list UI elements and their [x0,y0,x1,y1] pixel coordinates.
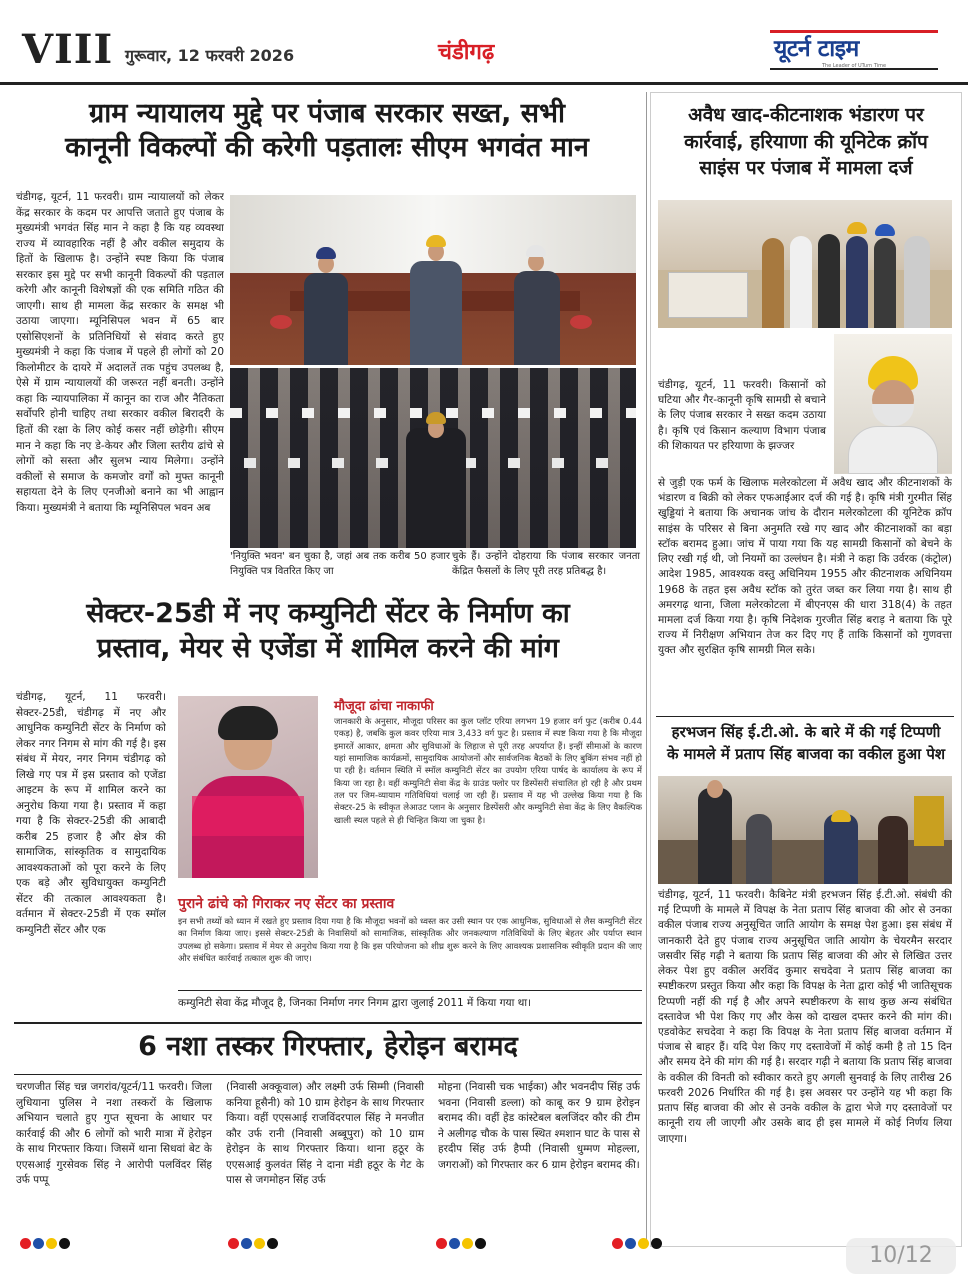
side2-photo-meeting [658,776,952,884]
story1-photo-audience [230,368,636,548]
story1-headline-line2: कानूनी विकल्पों की करेगी पड़तालः सीएम भगवंत मान [65,131,589,163]
logo-tagline: The Leader of UTurn Time [821,63,887,69]
story1-photo-stage [230,195,636,365]
story1-caption-mid: 'नियुक्ति भवन' बन चुका है, जहां अब तक करीब 50 हजार नियुक्ति पत्र वितरित किए जा [230,551,450,577]
side2-body: चंडीगढ़, यूटर्न, 11 फरवरी। कैबिनेट मंत्री हरभजन सिंह ई.टी.ओ. संबंधी की गई टिप्पणी के मामले में विपक्ष के नेता प्रताप सिंह बाजवा की ओर से उनका वकील पंजाब राज्य अनुसूचित जाति आयोग के समक्ष पेश हुआ। इस संबंध में जानकारी देते हुए पंजाब राज्य अनुसूचित जाति आयोग के चेयरमैन सरदार जसवीर सिंह गढ़ी ने बताया कि प्रताप सिंह बाजवा की ओर से लिखित उत्तर लेकर पेश हुए वकील अरविंद कुमार सचदेवा ने प्रताप सिंह बाजवा का स्पष्टीकरण प्रस्तुत किया और कहा कि विपक्ष के नेता द्वारा कोई भी जातिसूचक टिप्पणी नहीं की गई है और अपने स्पष्टीकरण के साथ कुछ अन्य संबंधित दस्तावेज भी पेश किए गए और केस को दाखल दफ्तर करने की मांग की। एडवोकेट सचदेवा ने कहा कि विपक्ष के नेता प्रताप सिंह बाजवा वर्तमान में पंजाब से बाहर हैं। यदि पेश किए गए दस्तावेजों में कोई कमी है तो 15 दिन और समय देने की मांग की गई है। सरदार गढ़ी ने बताया कि प्रताप सिंह बाजवा के वकील की विनती को स्वीकार करते हुए अगली सुनवाई के लिए तारीख 26 फरवरी 2026 निर्धारित की गई है। इस अवसर पर उन्होंने यह भी कहा कि प्रताप सिंह बाजवा की ओर से उनके वकील के द्वारा भेजे गए दस्तावेजों पर कानूनी राय ली जाएगी और उसके बाद ही इस मामले में कोई निर्णय लिया जाएगा। [658,889,952,1145]
issue-date: गुरूवार, 12 फरवरी 2026 [125,46,295,65]
side1-headline [656,102,956,182]
header-rule [0,82,968,85]
story3-top-rule [14,1022,642,1024]
story2-sub-body2: इन सभी तथ्यों को ध्यान में रखते हुए प्रस्ताव दिया गया है कि मौजूदा भवनों को ध्वस्त कर उसी स्थान पर एक आधुनिक, सुविधाओं से लैस कम्युनिटी सेंटर का निर्माण किया जाए। इससे सेक्टर-25डी के निवासियों को सामाजिक, सांस्कृतिक और जनकल्याण गतिविधियों के लिए बेहतर और पर्याप्त स्थान उपलब्ध हो सकेगा। प्रस्ताव में मेयर से अनुरोध किया गया है कि इस परियोजना को शीघ्र शुरू करने के लिए आवश्यक प्रशासनिक स्वीकृति प्रदान की जाए और संबंधित कार्रवाई तत्काल शुरू की जाए। [178,917,642,964]
story2-photo-mayor [178,696,318,878]
side2-headline-line2: के मामले में प्रताप सिंह बाजवा का वकील हुआ पेश [666,744,946,763]
footer-color-dots-mid2 [436,1238,486,1249]
column-divider [646,92,647,1247]
story2-headline-line2: प्रस्ताव, मेयर से एजेंडा में शामिल करने की मांग [97,633,559,665]
story2-subhead2: पुराने ढांचे को गिराकर नए सेंटर का प्रस्ताव [178,896,395,912]
side1-body-bottom: से जुड़ी एक फर्म के खिलाफ मलेरकोटला में अवैध खाद और कीटनाशकों के भंडारण व बिक्री को लेकर एफआईआर दर्ज की गई है। कृषि मंत्री गुरमीत सिंह खुड्डियां ने बताया कि अचानक जांच के दौरान मलेरकोटला की यूनिटेक क्रॉप साइंस के परिसर से बिना अनुमति रखे गए खाद और कीटनाशकों का बड़ा स्टॉक बरामद हुआ। जांच में पाया गया कि यह सामग्री किसानों को बेचने के लिए रखी गई थी, जो नियमों का उल्लंघन है। मंत्री ने कहा कि उर्वरक (कंट्रोल) आदेश 1985, आवश्यक वस्तु अधिनियम 1955 और कीटनाशक अधिनियम 1968 के तहत इस अवैध स्टॉक को तुरंत जब्त कर लिया गया है। साथ ही अमरगढ़ थाना, जिला मलेरकोटला में बीएनएस की धारा 318(4) के तहत मामला दर्ज किया गया है। कृषि निदेशक गुरजीत सिंह बराड़ ने बताया कि पूरे राज्य में निरीक्षण अभियान तेज कर दिए गए हैं ताकि किसानों को गुणवत्ता युक्त और सुरक्षित कृषि सामग्री मिल सके। [658,477,952,657]
side1-photo-officials [658,200,952,328]
story2-body: चंडीगढ़, यूटर्न, 11 फरवरी। सेक्टर-25डी, चंडीगढ़ में नए और आधुनिक कम्युनिटी सेंटर के निर्माण को लेकर नगर निगम से मांग की गई है। इस संबंध में मेयर, नगर निगम चंडीगढ़ को लिखे गए पत्र में इस प्रस्ताव को एजेंडा आइटम के रूप में शामिल करने का अनुरोध किया गया है। प्रस्ताव में कहा गया है कि सेक्टर-25डी की आबादी करीब 25 हजार है और क्षेत्र की सामाजिक, सांस्कृतिक व सामुदायिक आवश्यकताओं को पूरा करने के लिए एक बड़े और सुविधायुक्त कम्युनिटी सेंटर की तत्काल आवश्यकता है। वर्तमान में सेक्टर-25डी में एक स्मॉल कम्युनिटी सेंटर और एक [16,691,166,936]
footer-color-dots-left [20,1238,70,1249]
story2-headline-line1: सेक्टर-25डी में नए कम्युनिटी सेंटर के निर्माण का [86,598,570,629]
side1-headline-line2: कार्रवाई, हरियाणा की यूनिटेक क्रॉप [684,130,928,153]
story2-headline [10,596,646,666]
story2-inner-rule [178,990,642,991]
side2-headline-line1: हरभजन सिंह ई.टी.ओ. के बारे में की गई टिप्पणी [671,723,941,741]
story2-subhead1: मौजूदा ढांचा नाकाफी [334,699,434,714]
story3-headline: 6 नशा तस्कर गिरफ्तार, हेरोइन बरामद [138,1031,518,1062]
side1-headline-line3: साइंस पर पंजाब में मामला दर्ज [699,157,913,180]
footer-color-dots-mid3 [612,1238,662,1249]
side1-body-top: चंडीगढ़, यूटर्न, 11 फरवरी। किसानों को घटिया और गैर-कानूनी कृषि सामग्री से बचाने के लिए पंजाब सरकार ने सख्त कदम उठाया है। कृषि एवं किसान कल्याण विभाग पंजाब की शिकायत पर हरियाणा के झज्जर [658,379,826,452]
section-city: चंडीगढ़ [438,40,495,65]
side1-headline-line1: अवैध खाद-कीटनाशक भंडारण पर [688,104,924,126]
story3-col3: मोहना (निवासी चक भाईका) और भवनदीप सिंह उर्फ भवना (निवासी डल्ला) को काबू कर 9 ग्राम हेरोइन बरामद की। वहीं हेड कांस्टेबल बलजिंदर कौर की टीम ने अलीगढ़ चौक के पास स्थित श्मशान घाट के पास से हरदीप सिंह उर्फ हैप्पी (निवासी धुम्मण मोहल्ला, जगराओं) को गिरफ्तार कर 6 ग्राम हेरोइन बरामद की। [438,1081,640,1171]
side1-photo-minister [834,334,952,474]
newspaper-logo [770,30,938,70]
story3-col1: चरणजीत सिंह चन्न जगरांव/यूटर्न/11 फरवरी। जिला लुधियाना पुलिस ने नशा तस्करों के खिलाफ अभियान चलाते हुए गुप्त सूचना के आधार पर कार्रवाई की और 6 लोगों को भारी मात्रा में हेरोइन के साथ गिरफ्तार किया। जिसमें थाना सिधवां बेट के एएसआई गुरसेवक सिंह ने आरोपी पलविंदर सिंह उर्फ पप्पू [16,1081,212,1187]
side2-headline [656,722,956,766]
side-rule [656,716,954,717]
story1-headline-line1: ग्राम न्यायालय मुद्दे पर पंजाब सरकार सख्त, सभी [88,98,566,129]
page-number-roman: VIII [22,26,114,73]
story1-body: चंडीगढ़, यूटर्न, 11 फरवरी। ग्राम न्यायालयों को लेकर केंद्र सरकार के कदम पर आपत्ति जताते हुए पंजाब के मुख्यमंत्री भगवंत सिंह मान ने कहा है कि यह व्यवस्था राज्य में व्यावहारिक नहीं है और वकील समुदाय के हितों के खिलाफ है। उन्होंने स्पष्ट किया कि पंजाब सरकार इस मुद्दे पर सभी कानूनी विकल्पों की पड़ताल करेगी और कानूनी विशेषज्ञों की एक समिति गठित की जाएगी। साथ ही मामला केंद्र सरकार के समक्ष भी उठाया जाएगा। म्यूनिसिपल भवन में 65 बार एसोसिएशनों के प्रतिनिधियों से संवाद करते हुए मुख्यमंत्री ने कहा कि पंजाब में पहले ही लोगों को 20 किलोमीटर के दायरे में अदालतें तक पहुंच उपलब्ध है, ऐसे में ग्राम न्यायालयों की जरूरत नहीं बनती। उन्होंने कहा कि न्यायपालिका में कानून का राज और नैतिकता सर्वोपरि होनी चाहिए तथा सरकार वकील बिरादरी के हितों की रक्षा के लिए कोई कसर नहीं छोड़ेगी। सीएम मान ने कहा कि नए डे-केयर और जिला स्तरीय ढांचे से लोगों को सस्ता और सुलभ न्याय मिलेगा। उन्होंने वकीलों से समाज के कमजोर वर्गों को मुफ्त कानूनी सहायता देने के लिए एनजीओ बनाने का भी आह्वान किया। मुख्यमंत्री ने बताया कि म्यूनिसिपल भवन अब [16,191,224,514]
logo-text: यूटर्न टाइम [774,36,859,62]
story1-headline [14,97,640,165]
story1-caption-right: चुके हैं। उन्होंने दोहराया कि पंजाब सरकार जनता केंद्रित फैसलों के लिए पूरी तरह प्रतिबद्ध है। [452,551,640,577]
story3-col2: (निवासी अक्कूवाल) और लक्ष्मी उर्फ सिम्मी (निवासी कनिया हूसैनी) को 10 ग्राम हेरोइन के साथ गिरफ्तार किया। वहीं एएसआई राजविंदरपाल सिंह ने मनजीत कौर उर्फ रानी (निवासी अब्बूपुरा) को 10 ग्राम हेरोइन के साथ गिरफ्तार किया। थाना हठूर के एएसआई कुलवंत सिंह ने दाना मंडी हठूर के गेट के पास से जगमोहन सिंह उर्फ [226,1081,424,1187]
page-counter: 10/12 [846,1238,956,1274]
story2-footer-line: कम्युनिटी सेवा केंद्र मौजूद है, जिनका निर्माण नगर निगम द्वारा जुलाई 2011 में किया गया था। [178,997,532,1009]
footer-color-dots-mid1 [228,1238,278,1249]
story2-sub-body1: जानकारी के अनुसार, मौजूदा परिसर का कुल प्लॉट एरिया लगभग 19 हजार वर्ग फुट (करीब 0.44 एकड़) है, जबकि कुल कवर एरिया मात्र 3,433 वर्ग फुट है। प्रस्ताव में स्पष्ट किया गया है कि मौजूदा इमारतें आकार, क्षमता और सुविधाओं के लिहाज से पूरी तरह अपर्याप्त हैं। इन्हीं सीमाओं के कारण यहां सामाजिक कार्यक्रमों, सामुदायिक आयोजनों और सार्वजनिक बैठकों के लिए बुकिंग संभव नहीं हो पा रही है। वर्तमान स्थिति में स्मॉल कम्युनिटी सेंटर का उपयोग एरिया पार्षद के कार्यालय के रूप में किया जा रहा है। वहीं कम्युनिटी सेवा केंद्र के ग्राउंड फ्लोर पर डिस्पेंसरी संचालित हो रही है और प्रथम तल पर जिम-व्यायाम गतिविधियां चलाई जा रही हैं। प्रस्ताव में यह भी उल्लेख किया गया है कि सेक्टर-25 के स्वीकृत लेआउट प्लान के अनुसार डिस्पेंसरी और कम्युनिटी सेवा केंद्र के लिए वैकल्पिक खाली स्थल पहले से ही चिन्हित किया जा चुका है। [334,717,642,826]
story3-bottom-rule [14,1074,642,1075]
